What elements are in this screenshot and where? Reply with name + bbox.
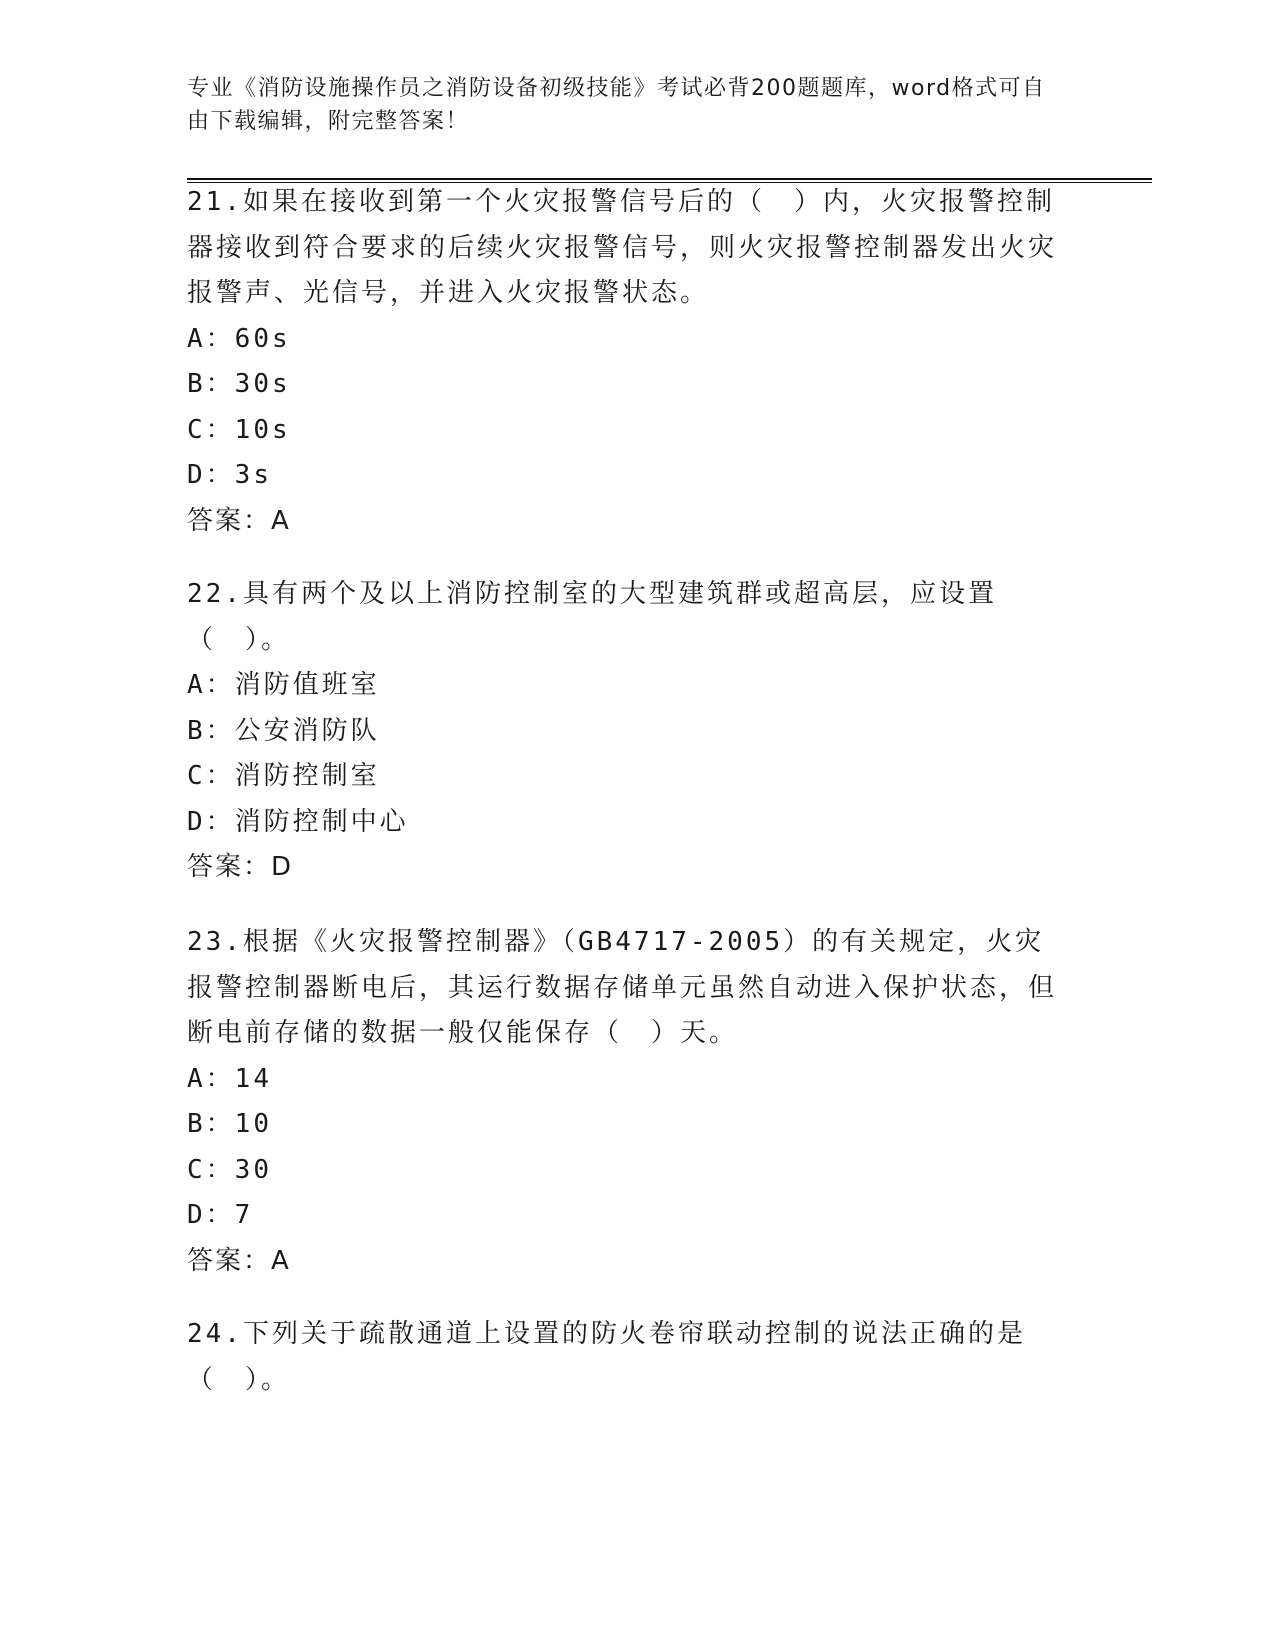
option-a: A：14 xyxy=(187,1063,272,1094)
option-text: 14 xyxy=(234,1063,272,1094)
answer-line: 答案：A xyxy=(187,505,291,536)
option-text: 10 xyxy=(234,1109,272,1139)
option-c: C：30 xyxy=(187,1154,272,1185)
option-text: 10s xyxy=(234,414,291,445)
answer-line: 答案：D xyxy=(187,852,294,882)
question-stem: 21.如果在接收到第一个火灾报警信号后的（ ）内，火灾报警控制器接收到符合要求的后续火灾报警信号，则火灾报警控制器发出火灾报警声、光信号，并进入火灾报警状态。 xyxy=(187,187,1058,308)
option-b: B：30s xyxy=(187,369,291,399)
option-text: 消防控制中心 xyxy=(234,806,409,837)
option-d: D：7 xyxy=(187,1200,254,1230)
question-21 xyxy=(187,180,1067,544)
option-text: 7 xyxy=(234,1200,254,1230)
answer-line: 答案：A xyxy=(187,1245,291,1276)
option-c: C：消防控制室 xyxy=(187,761,380,791)
option-a: A：60s xyxy=(187,323,291,354)
option-text: 消防值班室 xyxy=(234,670,380,700)
document-header: 专业《消防设施操作员之消防设备初级技能》考试必背200题题库，word格式可自由下载编辑，附完整答案！ xyxy=(187,76,1046,134)
option-text: 3s xyxy=(234,460,272,490)
question-stem: 22.具有两个及以上消防控制室的大型建筑群或超高层，应设置（ ）。 xyxy=(187,579,997,655)
question-stem: 23.根据《火灾报警控制器》（GB4717-2005）的有关规定，火灾报警控制器断电后，其运行数据存储单元虽然自动进入保护状态，但断电前存储的数据一般仅能保存（ ）天。 xyxy=(187,927,1058,1048)
option-text: 30 xyxy=(234,1154,272,1185)
option-text: 消防控制室 xyxy=(234,761,380,791)
question-22 xyxy=(187,572,1067,891)
question-23 xyxy=(187,920,1067,1284)
question-24 xyxy=(187,1312,1067,1403)
option-text: 公安消防队 xyxy=(234,715,380,746)
option-d: D：3s xyxy=(187,460,272,490)
option-a: A：消防值班室 xyxy=(187,670,380,700)
question-stem: 24.下列关于疏散通道上设置的防火卷帘联动控制的说法正确的是（ ）。 xyxy=(187,1319,1026,1395)
option-b: B：10 xyxy=(187,1109,272,1139)
option-d: D：消防控制中心 xyxy=(187,806,409,837)
option-c: C：10s xyxy=(187,414,291,445)
option-text: 30s xyxy=(234,369,291,399)
option-text: 60s xyxy=(234,323,291,354)
option-b: B：公安消防队 xyxy=(187,715,380,746)
